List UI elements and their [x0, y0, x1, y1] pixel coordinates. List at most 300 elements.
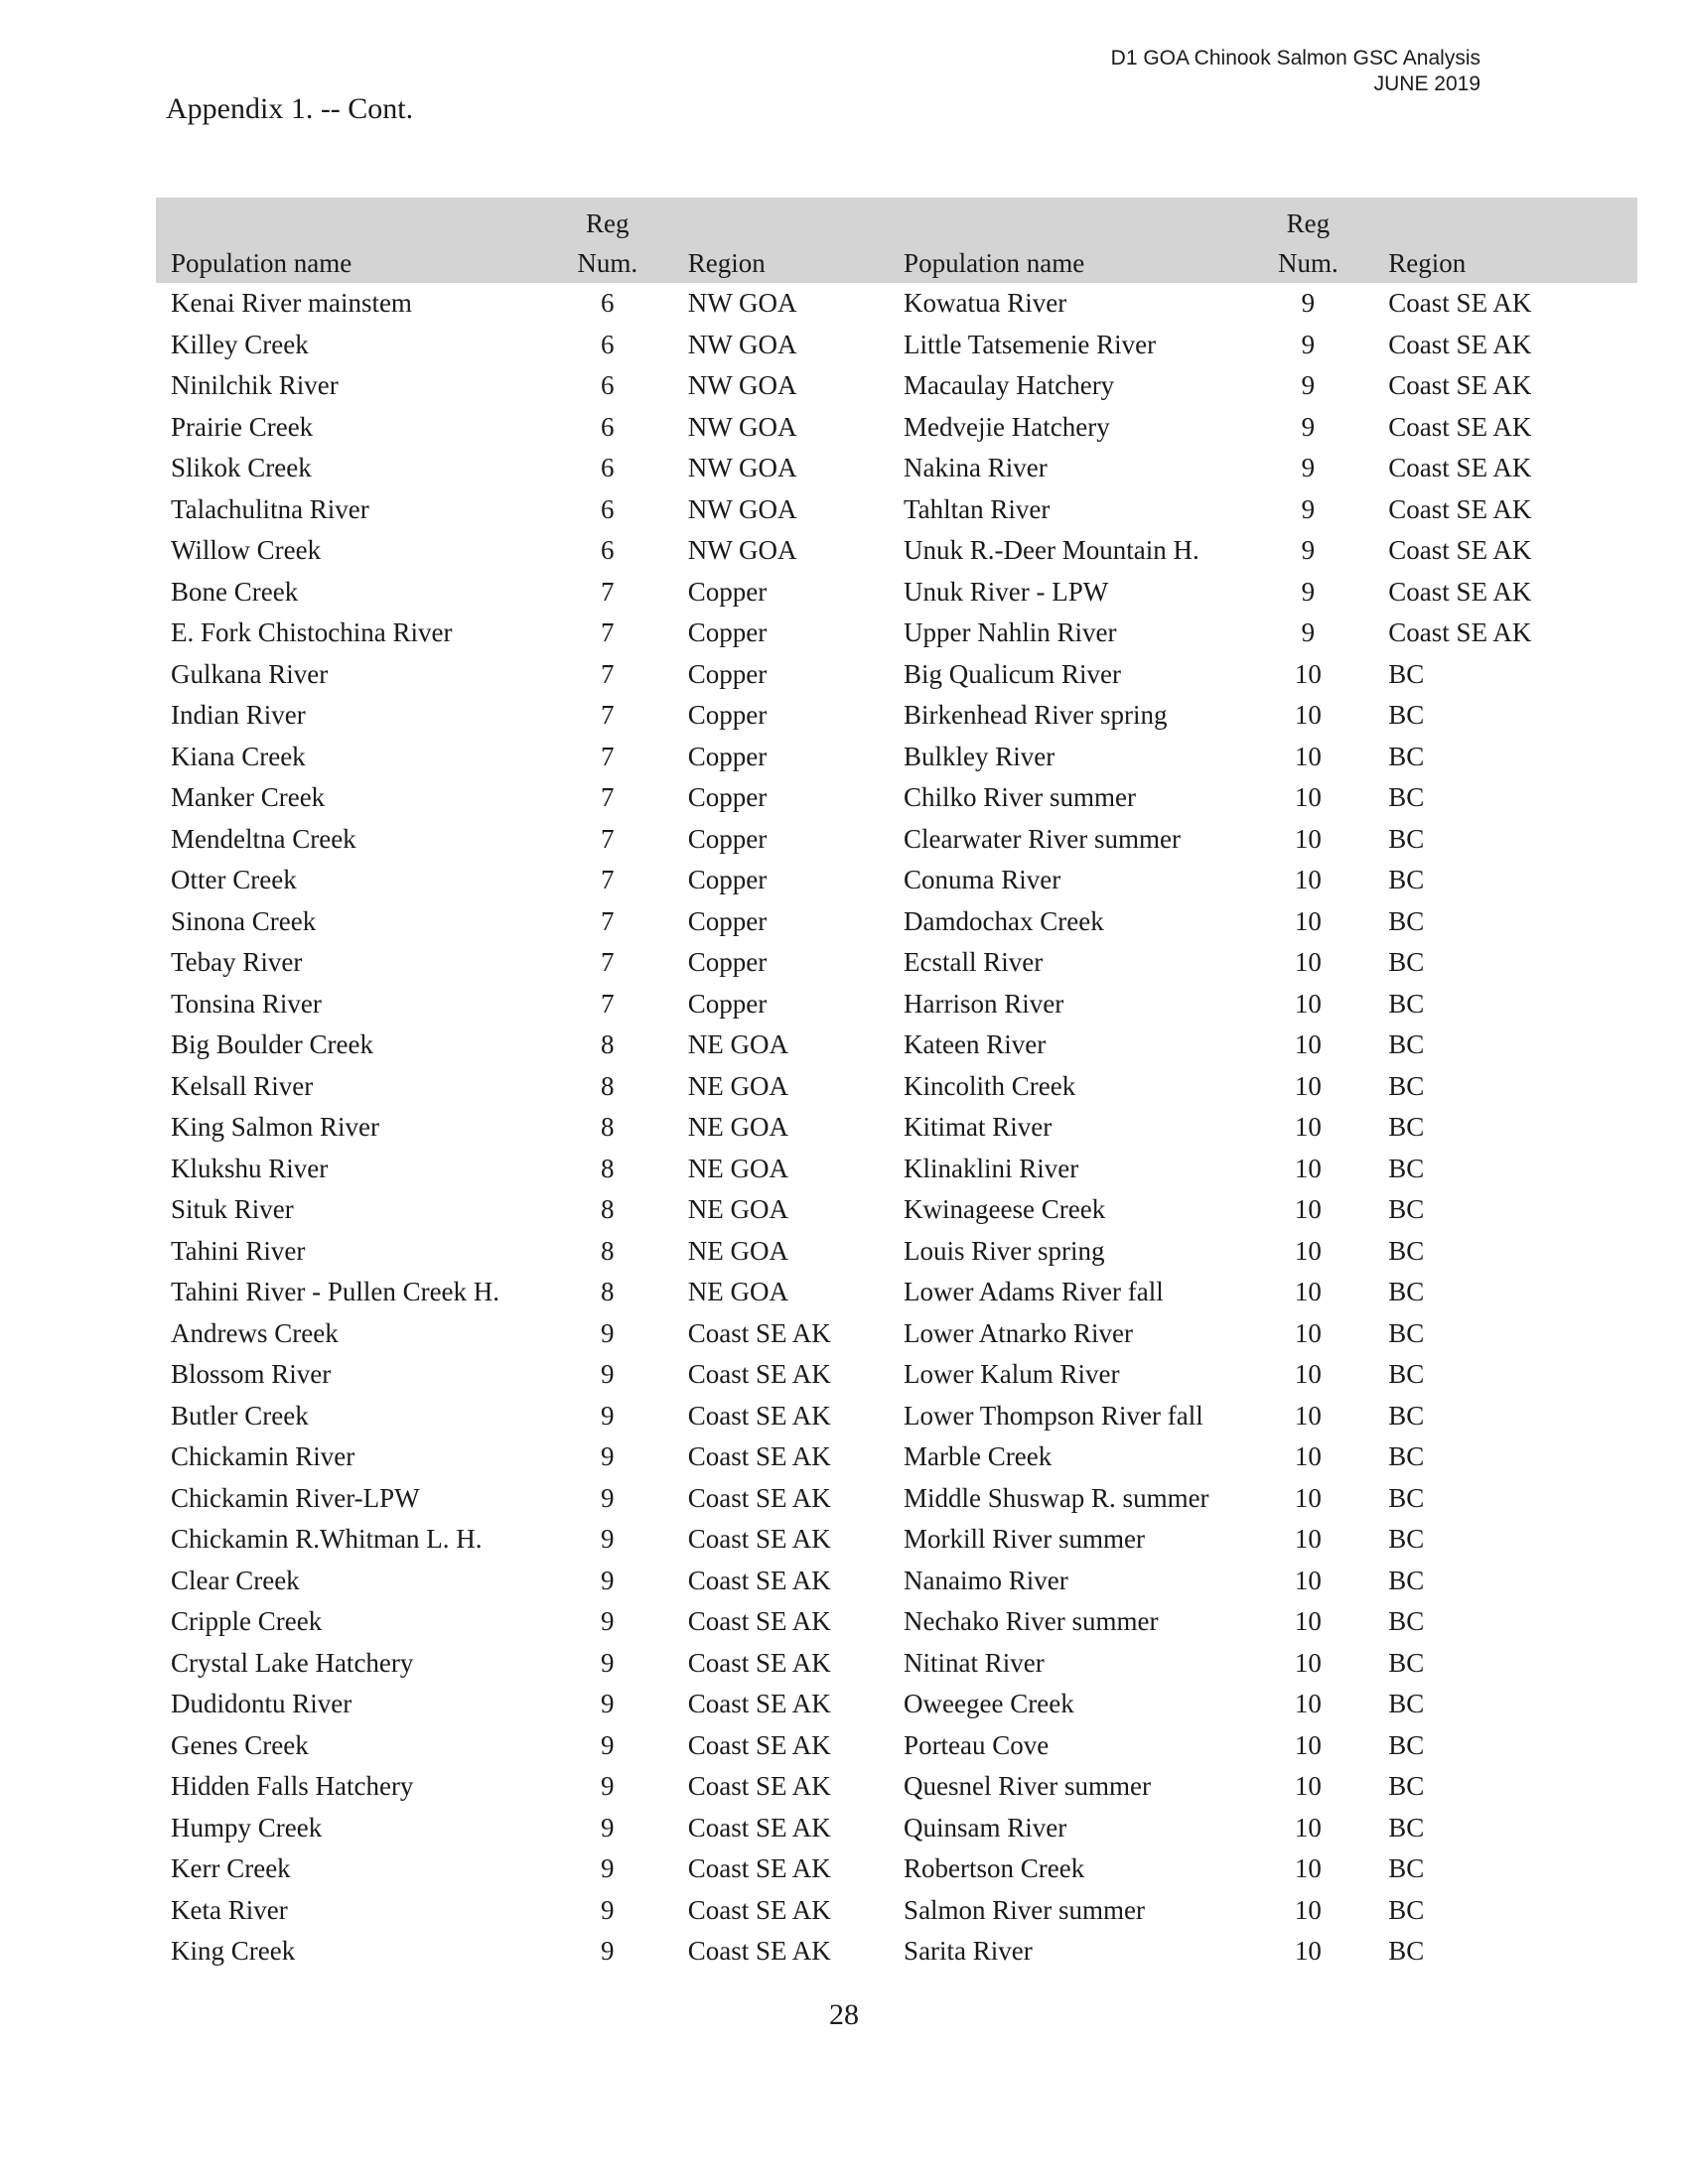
population-name-cell-2: Unuk R.-Deer Mountain H.: [904, 535, 1199, 565]
table-row: [156, 860, 1637, 901]
population-name-cell-2: Little Tatsemenie River: [904, 329, 1157, 359]
population-name-cell: Hidden Falls Hatchery: [171, 1771, 414, 1801]
reg-num-cell: 6: [601, 329, 615, 359]
population-name-cell: Genes Creek: [171, 1729, 309, 1760]
region-cell-2: BC: [1388, 1029, 1425, 1059]
population-name-cell: King Creek: [171, 1936, 296, 1966]
population-name-cell: Chickamin River: [171, 1441, 355, 1471]
region-cell: NE GOA: [687, 1070, 788, 1101]
reg-num-cell-2: 9: [1301, 617, 1316, 647]
table-row: [156, 819, 1637, 861]
table-row: [156, 1848, 1637, 1890]
reg-num-cell-2: 10: [1294, 1112, 1322, 1142]
population-name-cell-2: Kwinageese Creek: [904, 1194, 1106, 1224]
region-cell: Coast SE AK: [687, 1812, 831, 1843]
region-cell: NW GOA: [687, 370, 797, 400]
region-cell: Copper: [687, 905, 768, 936]
reg-num-cell: 9: [601, 1524, 615, 1554]
population-name-cell: Tonsina River: [171, 988, 322, 1019]
reg-num-cell-2: 10: [1294, 1029, 1322, 1059]
region-cell-2: BC: [1388, 1524, 1425, 1554]
table-row: [156, 1601, 1637, 1643]
population-name-cell-2: Unuk River - LPW: [904, 576, 1109, 607]
table-row: [156, 613, 1637, 654]
reg-num-cell: 9: [601, 1771, 615, 1801]
table-row: [156, 1024, 1637, 1066]
header-population-name: Population name: [171, 248, 352, 278]
reg-num-cell: 7: [601, 823, 615, 854]
population-name-cell-2: Middle Shuswap R. summer: [904, 1482, 1209, 1513]
population-name-cell: Tahini River - Pullen Creek H.: [171, 1277, 500, 1306]
table-row: [156, 365, 1637, 407]
reg-num-cell: 9: [601, 1317, 615, 1348]
reg-num-cell: 9: [601, 1894, 615, 1925]
region-cell-2: Coast SE AK: [1388, 370, 1532, 400]
reg-num-cell: 7: [601, 576, 615, 607]
header-reg-top-2: Reg: [1286, 208, 1331, 238]
population-name-cell: Manker Creek: [171, 782, 326, 812]
reg-num-cell-2: 10: [1294, 1524, 1322, 1554]
population-name-cell: Butler Creek: [171, 1400, 309, 1431]
region-cell-2: BC: [1388, 1771, 1425, 1801]
region-cell-2: BC: [1388, 1153, 1425, 1183]
region-cell: NW GOA: [687, 288, 797, 318]
population-name-cell: King Salmon River: [171, 1112, 379, 1142]
table-row: [156, 984, 1637, 1025]
population-name-cell: Andrews Creek: [171, 1317, 339, 1348]
table-row: [156, 654, 1637, 696]
reg-num-cell: 9: [601, 1441, 615, 1471]
population-name-cell-2: Nechako River summer: [904, 1606, 1159, 1636]
population-name-cell: Prairie Creek: [171, 411, 314, 442]
population-name-cell: Tahini River: [171, 1235, 306, 1266]
population-name-cell-2: Louis River spring: [904, 1235, 1105, 1266]
region-cell-2: Coast SE AK: [1388, 411, 1532, 442]
region-cell-2: BC: [1388, 1359, 1425, 1389]
population-name-cell-2: Birkenhead River spring: [904, 700, 1168, 730]
reg-num-cell-2: 10: [1294, 700, 1322, 730]
population-name-cell: Chickamin River-LPW: [171, 1482, 420, 1513]
region-cell: NW GOA: [687, 329, 797, 359]
population-name-cell-2: Tahltan River: [904, 493, 1051, 524]
population-name-cell: E. Fork Chistochina River: [171, 617, 453, 647]
region-cell: NE GOA: [687, 1029, 788, 1059]
reg-num-cell-2: 10: [1294, 823, 1322, 854]
reg-num-cell-2: 10: [1294, 1894, 1322, 1925]
population-name-cell-2: Bulkley River: [904, 741, 1055, 771]
reg-num-cell: 8: [601, 1153, 615, 1183]
population-name-cell-2: Kincolith Creek: [904, 1070, 1076, 1101]
population-name-cell: Kenai River mainstem: [171, 288, 412, 318]
population-name-cell-2: Marble Creek: [904, 1441, 1053, 1471]
region-cell-2: Coast SE AK: [1388, 493, 1532, 524]
region-cell-2: BC: [1388, 1070, 1425, 1101]
region-cell: Coast SE AK: [687, 1317, 831, 1348]
population-name-cell: Kiana Creek: [171, 741, 306, 771]
region-cell-2: BC: [1388, 782, 1425, 812]
reg-num-cell-2: 10: [1294, 1812, 1322, 1843]
population-name-cell-2: Salmon River summer: [904, 1894, 1146, 1925]
reg-num-cell-2: 10: [1294, 1936, 1322, 1966]
reg-num-cell-2: 10: [1294, 1647, 1322, 1678]
population-name-cell: Otter Creek: [171, 865, 297, 894]
population-name-cell-2: Quesnel River summer: [904, 1771, 1151, 1801]
table-row: [156, 1066, 1637, 1108]
region-cell-2: BC: [1388, 1689, 1425, 1718]
region-cell: Copper: [687, 617, 768, 647]
table-row: [156, 530, 1637, 572]
running-header: [1111, 46, 1480, 97]
region-cell: Coast SE AK: [687, 1853, 831, 1883]
reg-num-cell-2: 10: [1294, 988, 1322, 1019]
table-row: [156, 407, 1637, 449]
table-row: [156, 1478, 1637, 1520]
population-name-cell-2: Upper Nahlin River: [904, 617, 1117, 647]
table-row: [156, 1436, 1637, 1478]
reg-num-cell: 6: [601, 535, 615, 565]
region-cell: NE GOA: [687, 1112, 788, 1142]
region-cell-2: Coast SE AK: [1388, 576, 1532, 607]
region-cell: NW GOA: [687, 453, 797, 482]
reg-num-cell-2: 10: [1294, 1689, 1322, 1718]
population-name-cell: Sinona Creek: [171, 905, 317, 936]
region-cell-2: BC: [1388, 1277, 1425, 1306]
reg-num-cell: 8: [601, 1112, 615, 1142]
region-cell-2: BC: [1388, 1235, 1425, 1266]
population-name-cell-2: Conuma River: [904, 865, 1061, 894]
reg-num-cell: 8: [601, 1235, 615, 1266]
reg-num-cell: 6: [601, 453, 615, 482]
population-name-cell: Cripple Creek: [171, 1606, 323, 1636]
reg-num-cell-2: 10: [1294, 1853, 1322, 1883]
population-name-cell-2: Clearwater River summer: [904, 823, 1181, 854]
region-cell-2: BC: [1388, 741, 1425, 771]
population-name-cell: Humpy Creek: [171, 1812, 323, 1843]
table-row: [156, 1149, 1637, 1190]
table-row: [156, 1561, 1637, 1602]
population-name-cell-2: Oweegee Creek: [904, 1689, 1074, 1718]
region-cell-2: BC: [1388, 1606, 1425, 1636]
reg-num-cell-2: 10: [1294, 782, 1322, 812]
population-name-cell: Situk River: [171, 1194, 294, 1224]
region-cell-2: BC: [1388, 1812, 1425, 1843]
reg-num-cell: 6: [601, 288, 615, 318]
region-cell: NE GOA: [687, 1277, 788, 1306]
reg-num-cell-2: 10: [1294, 1070, 1322, 1101]
region-cell-2: BC: [1388, 1894, 1425, 1925]
reg-num-cell-2: 9: [1301, 370, 1316, 400]
population-name-cell: Talachulitna River: [171, 493, 369, 524]
region-cell-2: BC: [1388, 1317, 1425, 1348]
table-row: [156, 1313, 1637, 1355]
region-cell: Coast SE AK: [687, 1689, 831, 1718]
region-cell: Copper: [687, 658, 768, 689]
region-cell-2: BC: [1388, 1853, 1425, 1883]
population-name-cell: Willow Creek: [171, 535, 322, 565]
region-cell: NW GOA: [687, 535, 797, 565]
report-title: D1 GOA Chinook Salmon GSC Analysis: [1110, 47, 1480, 69]
appendix-label: Appendix 1. -- Cont.: [166, 92, 414, 125]
region-cell: Copper: [687, 782, 768, 812]
table-row: [156, 448, 1637, 489]
region-cell-2: BC: [1388, 1112, 1425, 1142]
table-row: [156, 1890, 1637, 1932]
page-number: 28: [829, 1998, 859, 2031]
population-name-cell: Chickamin R.Whitman L. H.: [171, 1524, 483, 1554]
population-name-cell: Dudidontu River: [171, 1689, 352, 1718]
population-name-cell: Indian River: [171, 700, 306, 730]
reg-num-cell-2: 10: [1294, 1277, 1322, 1306]
population-name-cell: Kerr Creek: [171, 1853, 291, 1883]
population-table: [156, 198, 1637, 1973]
region-cell-2: BC: [1388, 1565, 1425, 1595]
reg-num-cell-2: 10: [1294, 1317, 1322, 1348]
region-cell: NW GOA: [687, 411, 797, 442]
region-cell: Coast SE AK: [687, 1936, 831, 1966]
reg-num-cell: 9: [601, 1689, 615, 1718]
reg-num-cell: 9: [601, 1606, 615, 1636]
reg-num-cell-2: 9: [1301, 453, 1316, 482]
region-cell-2: BC: [1388, 1194, 1425, 1224]
header-region: Region: [687, 248, 766, 278]
population-name-cell: Tebay River: [171, 947, 303, 977]
reg-num-cell: 9: [601, 1400, 615, 1431]
table-row: [156, 572, 1637, 614]
table-row: [156, 1808, 1637, 1849]
region-cell: Copper: [687, 823, 768, 854]
header-population-name-2: Population name: [904, 248, 1085, 278]
header-reg-num-2: [1260, 198, 1355, 283]
reg-num-cell: 9: [601, 1812, 615, 1843]
table-body: [156, 283, 1637, 1973]
reg-num-cell: 9: [601, 1729, 615, 1760]
table-row: [156, 777, 1637, 819]
reg-num-cell-2: 9: [1301, 535, 1316, 565]
region-cell-2: Coast SE AK: [1388, 329, 1532, 359]
population-name-cell-2: Porteau Cove: [904, 1729, 1050, 1760]
population-name-cell: Blossom River: [171, 1359, 332, 1389]
region-cell-2: BC: [1388, 700, 1425, 730]
population-name-cell-2: Macaulay Hatchery: [904, 370, 1115, 400]
reg-num-cell-2: 9: [1301, 329, 1316, 359]
reg-num-cell: 7: [601, 988, 615, 1019]
table-header-row: [156, 198, 1637, 283]
reg-num-cell: 7: [601, 658, 615, 689]
population-name-cell-2: Morkill River summer: [904, 1524, 1146, 1554]
population-name-cell: Slikok Creek: [171, 453, 312, 482]
reg-num-cell-2: 10: [1294, 947, 1322, 977]
reg-num-cell-2: 9: [1301, 411, 1316, 442]
population-name-cell: Big Boulder Creek: [171, 1029, 373, 1059]
table-row: [156, 1684, 1637, 1725]
reg-num-cell-2: 9: [1301, 576, 1316, 607]
reg-num-cell: 6: [601, 411, 615, 442]
population-name-cell: Gulkana River: [171, 658, 329, 689]
table-row: [156, 1231, 1637, 1273]
region-cell-2: BC: [1388, 1729, 1425, 1760]
region-cell-2: BC: [1388, 658, 1425, 689]
population-name-cell-2: Big Qualicum River: [904, 658, 1122, 689]
population-name-cell-2: Lower Adams River fall: [904, 1277, 1164, 1306]
region-cell: NE GOA: [687, 1153, 788, 1183]
region-cell-2: BC: [1388, 1482, 1425, 1513]
population-name-cell: Crystal Lake Hatchery: [171, 1647, 414, 1678]
reg-num-cell: 9: [601, 1565, 615, 1595]
population-name-cell-2: Lower Kalum River: [904, 1359, 1120, 1389]
population-name-cell: Keta River: [171, 1894, 288, 1925]
region-cell-2: Coast SE AK: [1388, 617, 1532, 647]
reg-num-cell: 7: [601, 947, 615, 977]
population-name-cell: Killey Creek: [171, 329, 309, 359]
region-cell: NE GOA: [687, 1235, 788, 1266]
reg-num-cell-2: 10: [1294, 741, 1322, 771]
header-region-2: Region: [1388, 248, 1467, 278]
table-row: [156, 1189, 1637, 1231]
table-row: [156, 1354, 1637, 1396]
region-cell: Coast SE AK: [687, 1441, 831, 1471]
table-row: [156, 942, 1637, 984]
reg-num-cell-2: 10: [1294, 1482, 1322, 1513]
population-name-cell-2: Kowatua River: [904, 288, 1067, 318]
region-cell: Coast SE AK: [687, 1606, 831, 1636]
reg-num-cell-2: 10: [1294, 865, 1322, 894]
population-name-cell: Klukshu River: [171, 1153, 329, 1183]
population-name-cell-2: Nanaimo River: [904, 1565, 1068, 1595]
reg-num-cell-2: 10: [1294, 1359, 1322, 1389]
population-name-cell-2: Nitinat River: [904, 1647, 1045, 1678]
population-name-cell-2: Klinaklini River: [904, 1153, 1079, 1183]
reg-num-cell-2: 10: [1294, 1565, 1322, 1595]
table-row: [156, 1519, 1637, 1561]
reg-num-cell: 9: [601, 1359, 615, 1389]
reg-num-cell: 7: [601, 782, 615, 812]
region-cell: NE GOA: [687, 1194, 788, 1224]
reg-num-cell: 7: [601, 700, 615, 730]
reg-num-cell-2: 10: [1294, 1729, 1322, 1760]
reg-num-cell-2: 10: [1294, 1771, 1322, 1801]
region-cell: Copper: [687, 700, 768, 730]
reg-num-cell: 7: [601, 905, 615, 936]
reg-num-cell: 7: [601, 741, 615, 771]
report-date: JUNE 2019: [1373, 72, 1480, 95]
reg-num-cell-2: 10: [1294, 1441, 1322, 1471]
reg-num-cell-2: 9: [1301, 288, 1316, 318]
table-row: [156, 1643, 1637, 1685]
reg-num-cell-2: 10: [1294, 1235, 1322, 1266]
region-cell: Coast SE AK: [687, 1894, 831, 1925]
reg-num-cell-2: 10: [1294, 658, 1322, 689]
header-reg-top: Reg: [586, 208, 630, 238]
region-cell-2: Coast SE AK: [1388, 288, 1532, 318]
region-cell: Coast SE AK: [687, 1771, 831, 1801]
region-cell-2: Coast SE AK: [1388, 453, 1532, 482]
region-cell-2: BC: [1388, 823, 1425, 854]
table-row: [156, 283, 1637, 325]
reg-num-cell-2: 10: [1294, 1194, 1322, 1224]
population-name-cell-2: Lower Atnarko River: [904, 1317, 1133, 1348]
population-name-cell-2: Robertson Creek: [904, 1853, 1085, 1883]
region-cell: Coast SE AK: [687, 1400, 831, 1431]
reg-num-cell-2: 9: [1301, 493, 1316, 524]
population-name-cell-2: Lower Thompson River fall: [904, 1400, 1203, 1431]
population-name-cell: Bone Creek: [171, 576, 299, 607]
reg-num-cell: 9: [601, 1853, 615, 1883]
region-cell: Coast SE AK: [687, 1729, 831, 1760]
region-cell-2: BC: [1388, 1647, 1425, 1678]
table-row: [156, 1396, 1637, 1437]
region-cell-2: BC: [1388, 1936, 1425, 1966]
population-name-cell-2: Chilko River summer: [904, 782, 1137, 812]
table-row: [156, 737, 1637, 778]
region-cell: Copper: [687, 947, 768, 977]
table-row: [156, 325, 1637, 366]
region-cell: Copper: [687, 741, 768, 771]
population-name-cell-2: Ecstall River: [904, 947, 1044, 977]
reg-num-cell: 9: [601, 1482, 615, 1513]
region-cell: Copper: [687, 576, 768, 607]
population-name-cell: Clear Creek: [171, 1565, 300, 1595]
population-name-cell: Mendeltna Creek: [171, 823, 356, 854]
population-name-cell-2: Kateen River: [904, 1029, 1047, 1059]
table-row: [156, 1931, 1637, 1973]
reg-num-cell-2: 10: [1294, 905, 1322, 936]
region-cell-2: BC: [1388, 947, 1425, 977]
population-name-cell-2: Damdochax Creek: [904, 905, 1104, 936]
table-row: [156, 1107, 1637, 1149]
reg-num-cell: 7: [601, 865, 615, 894]
region-cell-2: BC: [1388, 865, 1425, 894]
region-cell-2: BC: [1388, 1400, 1425, 1431]
reg-num-cell: 9: [601, 1647, 615, 1678]
region-cell-2: BC: [1388, 1441, 1425, 1471]
header-reg-num: [560, 198, 655, 283]
table-row: [156, 695, 1637, 737]
region-cell: Copper: [687, 988, 768, 1019]
table-row: [156, 489, 1637, 531]
header-reg-bottom-2: Num.: [1277, 248, 1338, 278]
population-name-cell-2: Quinsam River: [904, 1812, 1067, 1843]
reg-num-cell-2: 10: [1294, 1606, 1322, 1636]
table-row: [156, 1725, 1637, 1767]
region-cell-2: Coast SE AK: [1388, 535, 1532, 565]
region-cell: Coast SE AK: [687, 1359, 831, 1389]
table-row: [156, 901, 1637, 943]
population-name-cell-2: Medvejie Hatchery: [904, 411, 1110, 442]
population-name-cell: Kelsall River: [171, 1070, 314, 1101]
reg-num-cell: 8: [601, 1277, 615, 1306]
reg-num-cell: 7: [601, 617, 615, 647]
region-cell: Coast SE AK: [687, 1565, 831, 1595]
region-cell: Coast SE AK: [687, 1524, 831, 1554]
region-cell-2: BC: [1388, 988, 1425, 1019]
population-name-cell-2: Nakina River: [904, 453, 1048, 482]
table-row: [156, 1766, 1637, 1808]
region-cell: NW GOA: [687, 493, 797, 524]
reg-num-cell: 8: [601, 1070, 615, 1101]
region-cell-2: BC: [1388, 905, 1425, 936]
reg-num-cell: 9: [601, 1936, 615, 1966]
population-name-cell-2: Harrison River: [904, 988, 1064, 1019]
reg-num-cell: 8: [601, 1194, 615, 1224]
table-row: [156, 1272, 1637, 1313]
reg-num-cell: 6: [601, 493, 615, 524]
region-cell: Coast SE AK: [687, 1647, 831, 1678]
population-name-cell-2: Sarita River: [904, 1936, 1033, 1966]
reg-num-cell-2: 10: [1294, 1400, 1322, 1431]
header-reg-bottom: Num.: [577, 248, 638, 278]
region-cell: Copper: [687, 865, 768, 894]
reg-num-cell: 8: [601, 1029, 615, 1059]
